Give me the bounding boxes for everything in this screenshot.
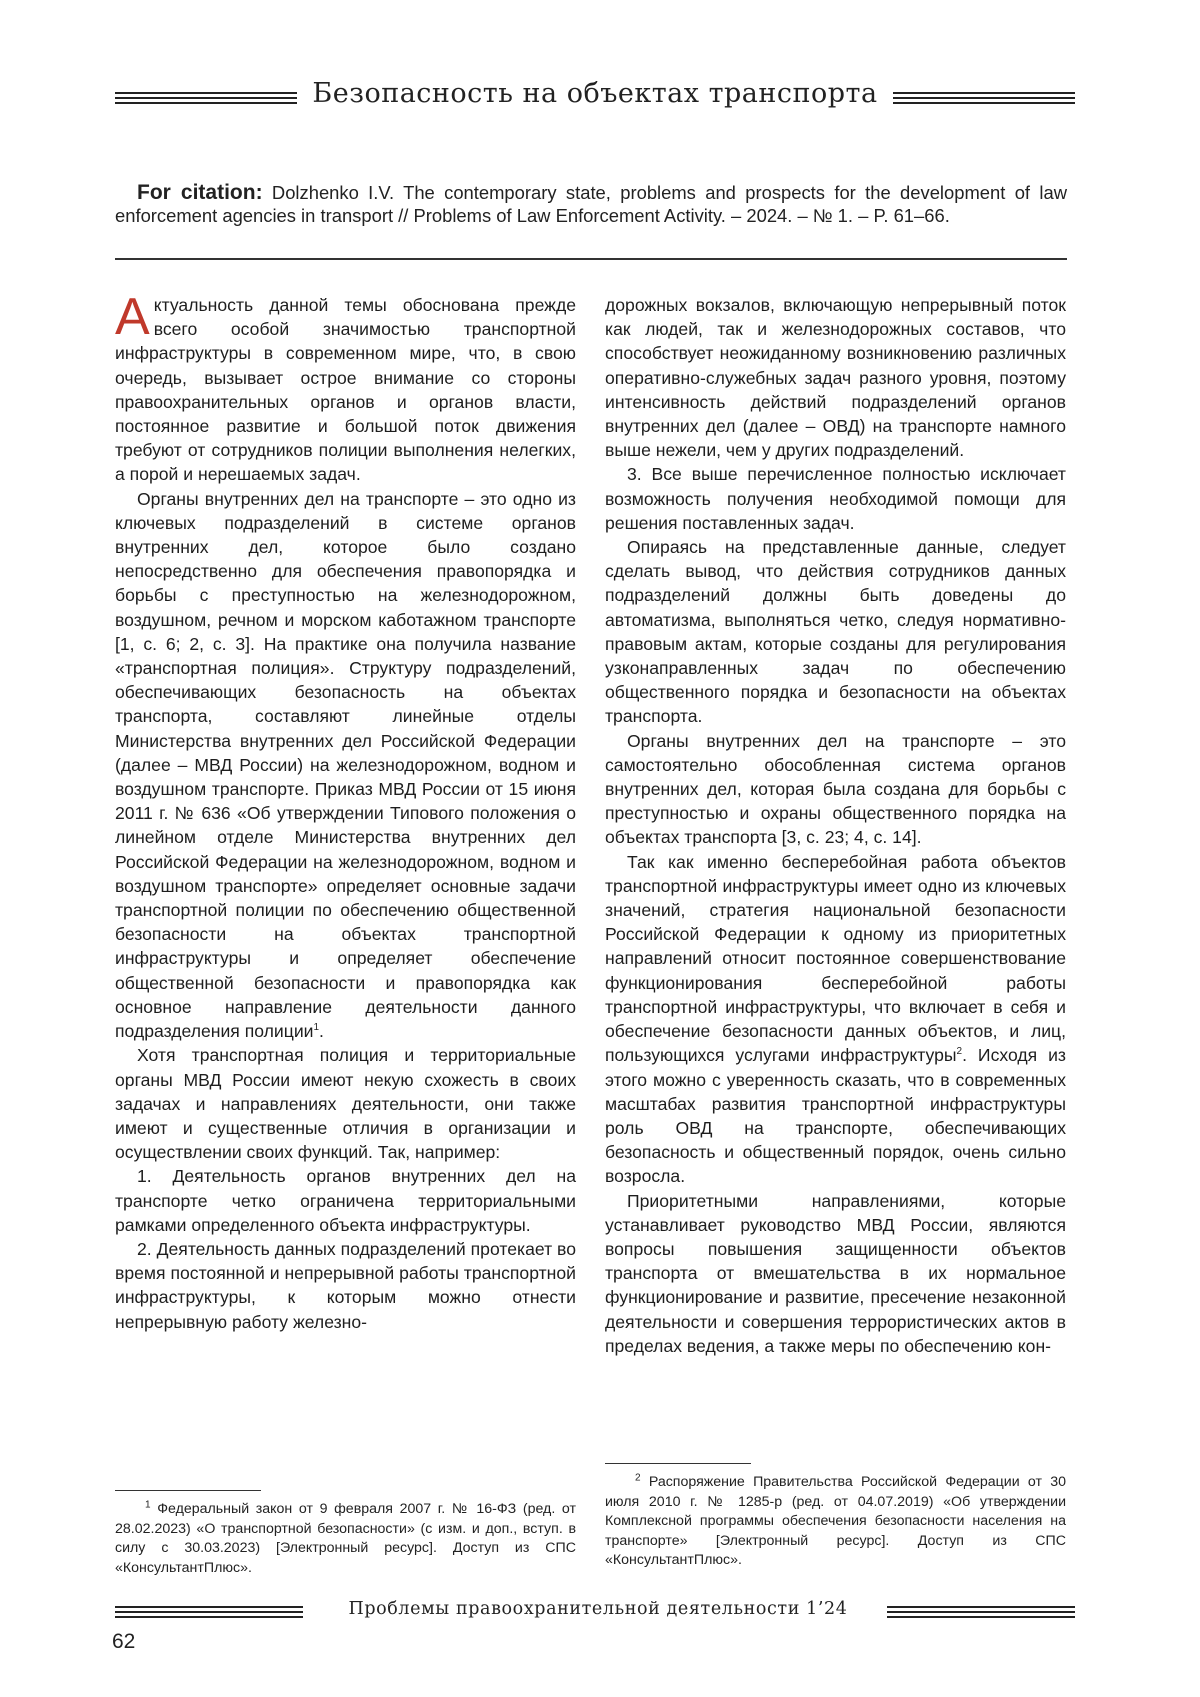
footer-rule-right: [887, 1606, 1075, 1621]
paragraph: А ктуальность данной темы обоснована прежде всего особой значимостью транспортной инфраструктуры в современном мире, что, в свою очередь, вызывает острое внимание со стороны правоохранительных органов и органов власти, постоянное развитие и большой поток движения требуют от сотрудников полиции выполнения нелегких, а порой и нерешаемых задач.: [115, 293, 576, 487]
paragraph: Хотя транспортная полиция и территориальные органы МВД России имеют некую схожесть в своих задачах и направлениях деятельности, они также имеют и существенные отличия в организации и осуществлении своих функций. Так, например:: [115, 1043, 576, 1164]
section-title: Безопасность на объектах транспорта: [311, 78, 879, 109]
drop-cap: А: [115, 295, 150, 339]
footnote-ref: 2: [957, 1046, 963, 1057]
journal-page: [0, 0, 1200, 1697]
article-column-left: [115, 293, 576, 1334]
page-number: 62: [112, 1630, 135, 1654]
paragraph: Органы внутренних дел на транспорте – это самостоятельно обособленная система органов внутренних дел, которая была создана для борьбы с преступностью и охраны общественного порядка на объектах транспорта [3, с. 23; 4, с. 14].: [605, 729, 1066, 850]
footnote-ref: 1: [313, 1022, 319, 1033]
paragraph: Так как именно бесперебойная работа объектов транспортной инфраструктуры имеет одно из ключевых значений, стратегия национальной безопасности Российской Федерации к одному из приоритетных направлений относит постоянное совершенствование функционирования бесперебойной работы транспортной инфраструктуры, что включает в себя и обеспечение безопасности данных объектов, и лиц, пользующихся услугами инфраструктуры2. Исходя из этого можно с уверенность сказать, что в современных масштабах развития транспортной инфраструктуры роль ОВД на транспорте, обеспечивающих безопасность и общественный порядок, очень сильно возросла.: [605, 850, 1066, 1189]
article-column-right: [605, 293, 1066, 1358]
citation-block: [115, 181, 1067, 227]
citation-text: Dolzhenko I.V. The contemporary state, problems and prospects for the development of law enforcement agencies in transport // Problems of Law Enforcement Activity. – 2024. – № 1. – P. 61–66.: [115, 182, 1067, 226]
footnote-2: 2 Распоряжение Правительства Российской Федерации от 30 июля 2010 г. № 1285-р (ред. от 04.07.2019) «Об утверждении Комплексной программы обеспечения безопасности населения на транспорте» [Электронный ресурс]. Доступ из СПС «КонсультантПлюс».: [605, 1473, 1066, 1571]
footnote-divider-left: [115, 1490, 261, 1491]
footnote-1: 1 Федеральный закон от 9 февраля 2007 г. № 16-ФЗ (ред. от 28.02.2023) «О транспортной безопасности» (с изм. и доп., вступ. в силу с 30.03.2023) [Электронный ресурс]. Доступ из СПС «КонсультантПлюс».: [115, 1500, 576, 1578]
paragraph: Органы внутренних дел на транспорте – это одно из ключевых подразделений в системе органов внутренних дел, которое было создано непосредственно для обеспечения правопорядка и борьбы с преступностью на железнодорожном, воздушном, речном и морском каботажном транспорте [1, с. 6; 2, с. 3]. На практике она получила название «транспортная полиция». Структуру подразделений, обеспечивающих безопасность на объектах транспорта, составляют линейные отделы Министерства внутренних дел Российской Федерации (далее – МВД России) на железнодорожном, водном и воздушном транспорте. Приказ МВД России от 15 июня 2011 г. № 636 «Об утверждении Типового положения о линейном отделе Министерства внутренних дел Российской Федерации на железнодорожном, водном и воздушном транспорте» определяет основные задачи транспортной полиции по обеспечению общественной безопасности на объектах транспортной инфраструктуры и определяет обеспечение общественной безопасности и правопорядка как основное направление деятельности данного подразделения полиции1.: [115, 487, 576, 1044]
running-footer: [115, 1599, 1075, 1629]
citation-label: For citation:: [137, 181, 263, 204]
paragraph: Опираясь на представленные данные, следует сделать вывод, что действия сотрудников данных подразделений должны быть доведены до автоматизма, выполняться четко, следуя нормативно-правовым актам, которые созданы для регулирования узконаправленных задач по обеспечению общественного порядка и безопасности на объектах транспорта.: [605, 535, 1066, 729]
paragraph: 2. Деятельность данных подразделений протекает во время постоянной и непрерывной работы транспортной инфраструктуры, к которым можно отнести непрерывную работу железно-: [115, 1237, 576, 1334]
journal-title: Проблемы правоохранительной деятельности 1’24: [311, 1599, 885, 1619]
header-rule-left: [115, 92, 297, 106]
header-rule-right: [893, 92, 1075, 106]
paragraph: дорожных вокзалов, включающую непрерывный поток как людей, так и железнодорожных составов, что способствует неожиданному возникновению различных оперативно-служебных задач разного уровня, поэтому интенсивность действий подразделений органов внутренних дел (далее – ОВД) на транспорте намного выше нежели, чем у других подразделений.: [605, 293, 1066, 462]
footnote-divider-right: [605, 1463, 751, 1464]
paragraph: Приоритетными направлениями, которые устанавливает руководство МВД России, являются вопросы повышения защищенности объектов транспорта от вмешательства в их нормальное функционирование и развитие, пресечение незаконной деятельности и совершения террористических актов в пределах ведения, а также меры по обеспечению кон-: [605, 1189, 1066, 1358]
paragraph: 3. Все выше перечисленное полностью исключает возможность получения необходимой помощи для решения поставленных задач.: [605, 462, 1066, 535]
citation-divider: [115, 258, 1067, 260]
footer-rule-left: [115, 1606, 303, 1621]
running-header: [115, 78, 1075, 118]
paragraph: 1. Деятельность органов внутренних дел на транспорте четко ограничена территориальными рамками определенного объекта инфраструктуры.: [115, 1164, 576, 1237]
